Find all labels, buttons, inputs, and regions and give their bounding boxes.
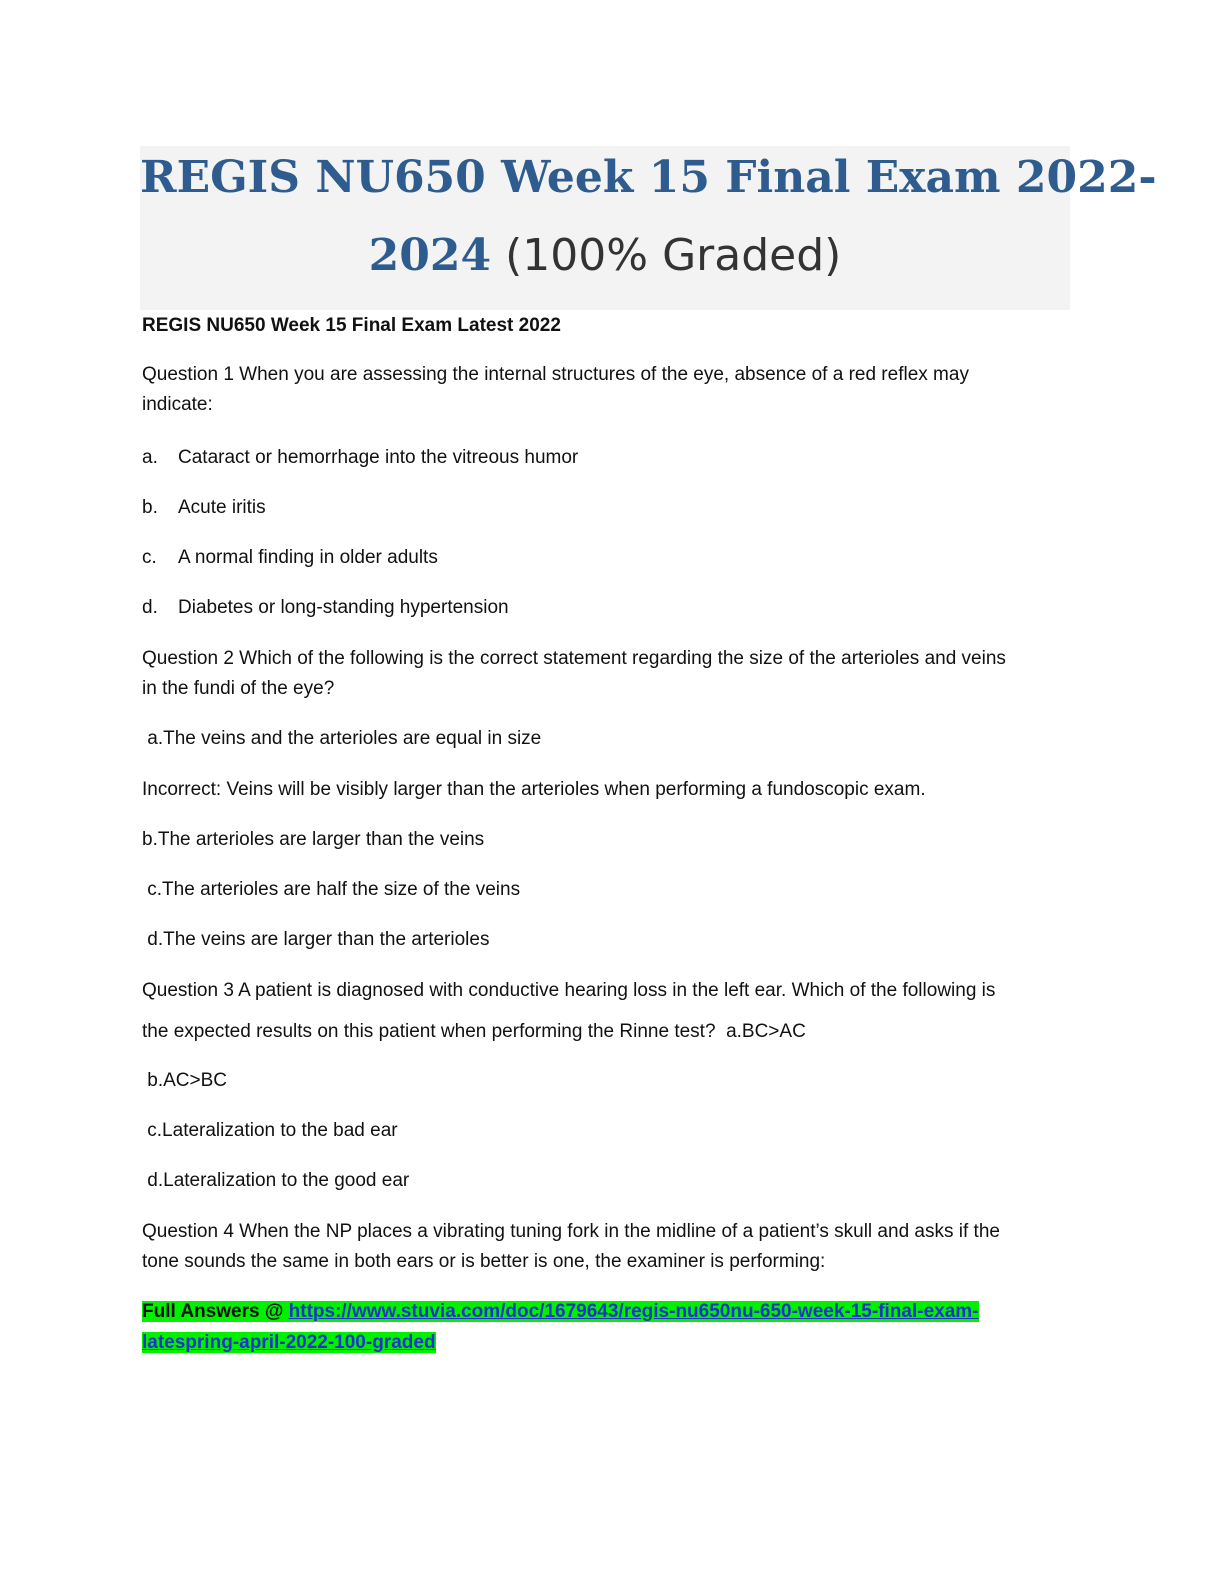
option-text: Diabetes or long-standing hypertension [178,597,509,618]
question-3-option-d: d.Lateralization to the good ear [142,1170,410,1191]
question-2-option-d: d.The veins are larger than the arterioles [142,929,490,950]
question-3-text-cont: the expected results on this patient when performing the Rinne test? a.BC>AC [142,1021,806,1042]
title-banner [140,146,1157,310]
answers-link[interactable]: https://www.stuvia.com/doc/1679643/regis-nu650nu-650-week-15-final-exam- [288,1301,979,1322]
full-answers-label-text: Full Answers @ [142,1301,289,1322]
full-answers-highlight [142,1332,436,1353]
question-1-text-cont: indicate: [142,394,213,415]
title-line-2 [140,230,1070,282]
option-letter: b. [142,497,158,518]
question-2-option-b: b.The arterioles are larger than the veins [142,829,485,850]
question-3-text: Question 3 A patient is diagnosed with conductive hearing loss in the left ear. Which of the following is [142,980,996,1001]
document-subtitle: REGIS NU650 Week 15 Final Exam Latest 2022 [142,315,561,336]
question-2-option-a: a.The veins and the arterioles are equal in size [142,728,542,749]
option-text: A normal finding in older adults [178,547,438,568]
full-answers-line-1 [142,1297,979,1327]
question-1-option-c [142,543,438,573]
question-4-text-cont: tone sounds the same in both ears or is better is one, the examiner is performing: [142,1251,826,1272]
question-2-text: Question 2 Which of the following is the correct statement regarding the size of the arterioles and veins [142,648,1006,669]
question-1-option-a [142,443,578,473]
question-1-option-d [142,593,509,623]
question-1-option-b [142,493,266,523]
answers-link-cont[interactable]: latespring-april-2022-100-graded [142,1332,436,1353]
question-1-text: Question 1 When you are assessing the internal structures of the eye, absence of a red reflex may [142,364,969,385]
question-2-feedback: Incorrect: Veins will be visibly larger than the arterioles when performing a fundoscopic exam. [142,779,926,800]
title-main: REGIS NU650 Week 15 Final Exam 2022- [140,152,1157,203]
question-2-text-cont: in the fundi of the eye? [142,678,335,699]
title-year: 2024 [368,230,492,281]
full-answers-line-2 [142,1328,436,1358]
question-3-option-b: b.AC>BC [142,1070,228,1091]
option-text: Cataract or hemorrhage into the vitreous humor [178,447,579,468]
full-answers-label [142,1301,979,1322]
question-2-option-c: c.The arterioles are half the size of the veins [142,879,521,900]
title-line-1 [140,152,1157,204]
question-3-option-c: c.Lateralization to the bad ear [142,1120,398,1141]
option-letter: a. [142,447,158,468]
option-letter: d. [142,597,158,618]
option-text: Acute iritis [178,497,266,518]
option-letter: c. [142,547,157,568]
question-4-text: Question 4 When the NP places a vibrating tuning fork in the midline of a patient’s skull and asks if the [142,1221,1000,1242]
title-graded: (100% Graded) [491,230,842,281]
